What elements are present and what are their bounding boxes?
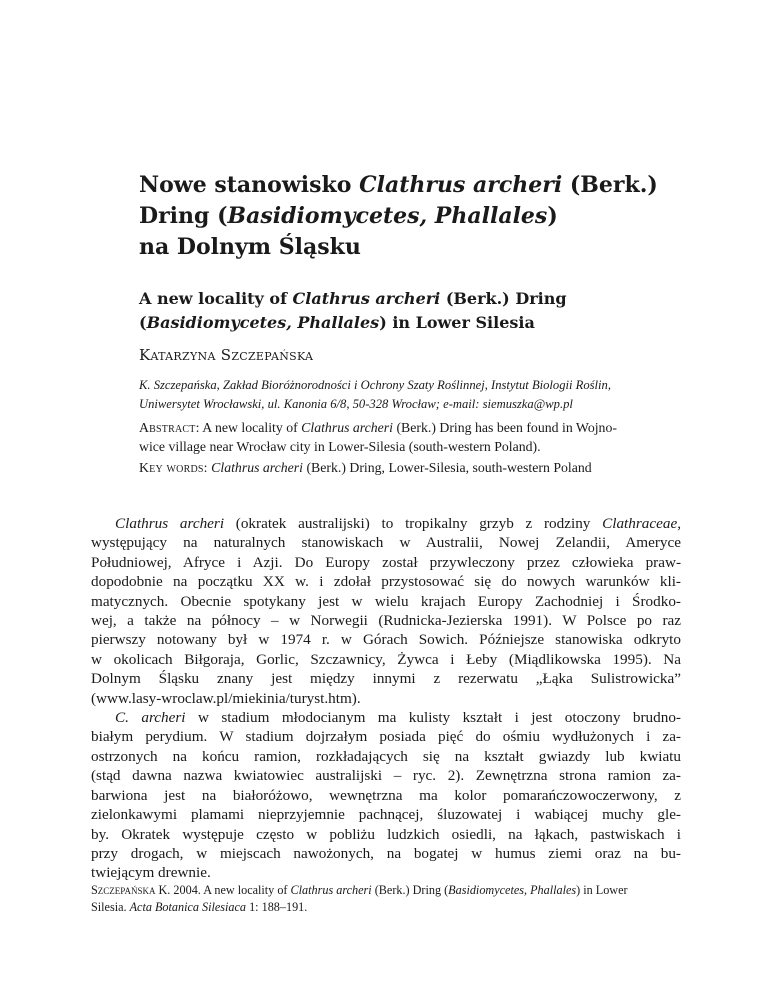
abstract-line-1 <box>139 418 679 437</box>
body-italic-term: Clathraceae <box>602 515 678 532</box>
body-line <box>91 747 681 766</box>
title-line-3: na Dolnym Śląsku <box>139 234 361 260</box>
subtitle-line-2 <box>139 311 699 335</box>
body-text-segment: przy drogach, w miejscach nawożonych, na bogatej w humus ziemi oraz na bu- <box>91 844 681 862</box>
body-text-segment: w okolicach Biłgoraja, Gorlic, Szczawnicy, Żywca i Łeby (Miądlikowska 1995). Na <box>91 650 681 668</box>
body-text-segment: białym perydium. W stadium dojrzałym posiada pięć do ośmiu wydłużonych i za- <box>91 728 681 746</box>
title-taxon-groups: Basidiomycetes, Phallales <box>227 203 548 229</box>
citation-line-1 <box>91 882 681 899</box>
body-text-segment: pierwszy notowany był w 1974 r. w Górach Sowich. Późniejsze stanowiska odkryto <box>91 631 681 649</box>
keywords-species: Clathrus archeri <box>211 460 304 475</box>
author-name: Katarzyna Szczepańska <box>139 346 314 364</box>
article-title-english <box>139 287 699 335</box>
body-text-segment: twiejącym drewnie. <box>91 864 211 882</box>
citation <box>91 882 681 916</box>
abstract <box>139 418 679 456</box>
title-text: Nowe stanowisko <box>139 172 360 198</box>
subtitle-text: (Berk.) Dring <box>440 289 567 308</box>
article-title-polish <box>139 170 699 263</box>
body-text-segment: wej, a także na północy – w Norwegii (Rudnicka-Jezierska 1991). W Polsce po raz <box>91 612 681 630</box>
body-text-segment: zielonkawymi plamami nieprzyjemnie pachnącej, śluzowatej i wabiącej muchy gle- <box>91 806 681 824</box>
body-text-segment: (www.lasy-wroclaw.pl/miekinia/turyst.htm). <box>91 689 361 707</box>
title-line-2 <box>139 201 699 232</box>
body-italic-term: Clathrus archeri <box>115 515 225 532</box>
body-text-segment: (okratek australijski) to tropikalny grzyb z rodziny <box>224 515 603 532</box>
body-line <box>91 844 681 863</box>
citation-author: Szczepańska K. <box>91 883 171 897</box>
body-text-segment: Południowej, Afryce i Azji. Do Europy został przywleczony przez człowieka praw- <box>91 553 681 571</box>
subtitle-text: A new locality of <box>139 289 293 308</box>
subtitle-line-1 <box>139 287 699 311</box>
abstract-label: Abstract: <box>139 420 200 435</box>
body-line <box>91 825 681 844</box>
body-line <box>91 592 681 611</box>
citation-text: ) in Lower <box>576 883 628 897</box>
keywords-rest: (Berk.) Dring, Lower-Silesia, south-western Poland <box>303 460 592 475</box>
body-text <box>91 514 681 883</box>
body-line <box>91 650 681 669</box>
abstract-text: (Berk.) Dring has been found in Wojno- <box>393 420 617 435</box>
body-text-segment: ostrzonych na końcu ramion, rozkładających się na kształt gwiazdy lub kwiatu <box>91 747 681 765</box>
body-line <box>91 727 681 746</box>
citation-text: (Berk.) Dring ( <box>371 883 449 897</box>
body-line <box>91 553 681 572</box>
citation-taxon-groups: Basidiomycetes, Phallales <box>448 883 577 897</box>
paragraph-1 <box>91 514 681 708</box>
keywords-label: Key words: <box>139 460 208 475</box>
title-authority: (Berk.) <box>562 172 658 198</box>
body-text-segment: występujący na naturalnych stanowiskach w Australii, Nowej Zelandii, Ameryce <box>91 534 681 552</box>
citation-text: 2004. A new locality of <box>170 883 291 897</box>
body-line <box>91 611 681 630</box>
body-italic-term: C. archeri <box>115 709 186 727</box>
body-text-segment: by. Okratek występuje często w pobliżu ludzkich osiedli, na łąkach, pastwiskach i <box>91 825 681 843</box>
citation-text: Silesia. <box>91 900 130 914</box>
body-text-segment: dopodobnie na początku XX w. i zdołał przystosować się do nowych warunków kli- <box>91 573 681 591</box>
body-text-segment: , <box>677 515 681 532</box>
body-line <box>91 805 681 824</box>
citation-journal: Acta Botanica Silesiaca <box>129 900 247 914</box>
author-affiliation <box>139 376 679 414</box>
affiliation-line-1: K. Szczepańska, Zakład Bioróżnorodności i Ochrony Szaty Roślinnej, Instytut Biologii Roślin, <box>139 378 612 392</box>
abstract-species-name: Clathrus archeri <box>301 420 394 435</box>
body-line <box>91 786 681 805</box>
affiliation-line-2: Uniwersytet Wrocławski, ul. Kanonia 6/8, 50-328 Wrocław; e-mail: siemuszka@wp.pl <box>139 397 573 411</box>
body-text-segment: barwiona jest na białoróżowo, wewnętrzna ma kolor pomarańczowoczerwony, z <box>91 786 681 804</box>
subtitle-text: ) in Lower Silesia <box>379 313 535 332</box>
body-line <box>91 533 681 552</box>
body-line <box>91 708 681 727</box>
abstract-text: A new locality of <box>199 420 302 435</box>
subtitle-species-name: Clathrus archeri <box>292 289 441 308</box>
body-text-segment: matycznych. Obecnie spotykany jest w wielu krajach Europy Zachodniej i Środko- <box>91 592 681 610</box>
body-text-segment: w stadium młodocianym ma kulisty kształt i jest otoczony brudno- <box>185 709 681 727</box>
paragraph-2 <box>91 708 681 883</box>
body-line <box>91 572 681 591</box>
title-text: ) <box>547 203 558 229</box>
body-text-segment: Dolnym Śląsku znany jest między innymi z rezerwatu „Łąka Sulistrowicka” <box>91 670 681 688</box>
body-text-segment: (stąd dawna nazwa kwiatowiec australijski – ryc. 2). Zewnętrzna strona ramion za- <box>91 767 681 785</box>
title-species-name: Clathrus archeri <box>359 172 563 198</box>
body-line <box>91 669 681 688</box>
body-line <box>91 514 681 533</box>
body-line <box>91 630 681 649</box>
subtitle-taxon-groups: Basidiomycetes, Phallales <box>146 313 380 332</box>
body-line <box>91 689 681 708</box>
subtitle-text: ( <box>139 313 147 332</box>
abstract-line-2: wice village near Wrocław city in Lower-Silesia (south-western Poland). <box>139 439 541 454</box>
keywords <box>139 458 699 477</box>
body-line <box>91 863 681 882</box>
citation-species-name: Clathrus archeri <box>290 883 372 897</box>
citation-volume-pages: 1: 188–191. <box>246 900 308 914</box>
body-line <box>91 766 681 785</box>
title-line-1 <box>139 170 699 201</box>
title-text: Dring ( <box>139 203 228 229</box>
citation-line-2 <box>91 899 681 916</box>
